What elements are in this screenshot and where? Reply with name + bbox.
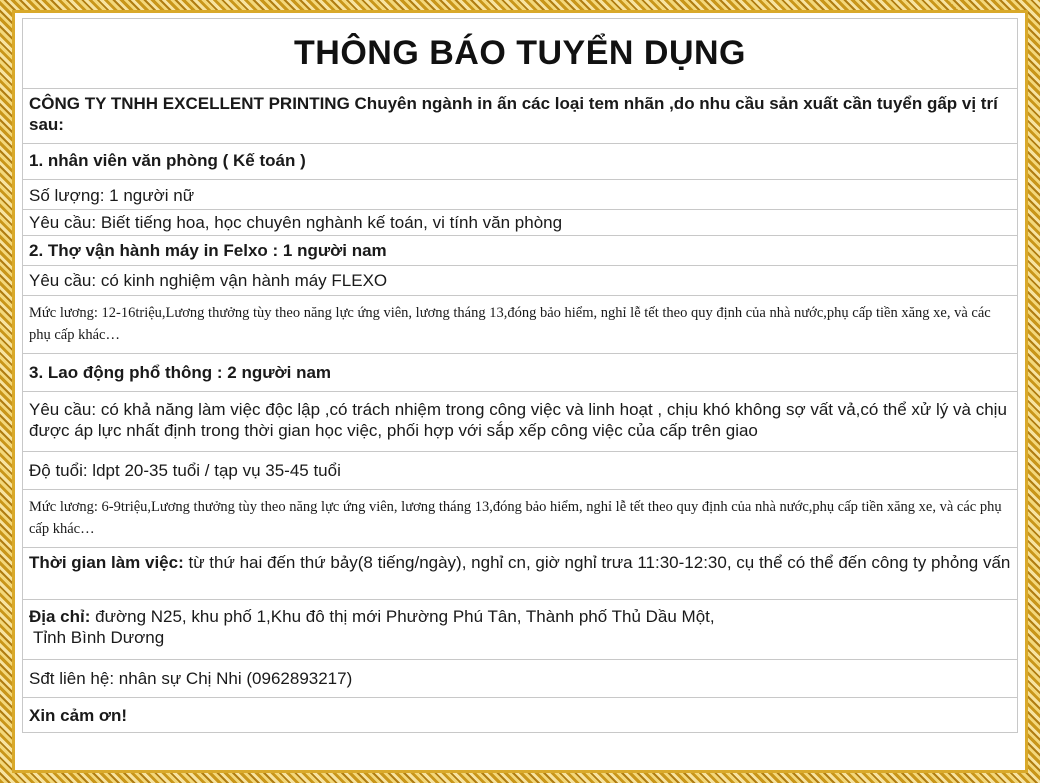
position-3-heading: 3. Lao động phổ thông : 2 người nam — [22, 353, 1018, 391]
work-time — [22, 547, 1018, 599]
position-3-salary: Mức lương: 6-9triệu,Lương thưởng tùy theo năng lực ứng viên, lương tháng 13,đóng bảo hiểm, nghỉ lễ tết theo quy định của nhà nước,phụ cấp tiền xăng xe, và các phụ cấp khác… — [22, 489, 1018, 547]
contact-phone: Sđt liên hệ: nhân sự Chị Nhi (0962893217) — [22, 659, 1018, 697]
position-1-heading-prefix: 1. nhân viên văn phòng ( — [29, 151, 234, 170]
position-1-quantity: Số lượng: 1 người nữ — [22, 179, 1018, 209]
company-intro: CÔNG TY TNHH EXCELLENT PRINTING Chuyên ngành in ấn các loại tem nhãn ,do nhu cầu sản xuất cần tuyển gấp vị trí sau: — [22, 88, 1018, 143]
page-title: THÔNG BÁO TUYỂN DỤNG — [22, 18, 1018, 88]
position-3-age: Độ tuổi: ldpt 20-35 tuổi / tạp vụ 35-45 tuổi — [22, 451, 1018, 489]
address — [22, 599, 1018, 659]
job-notice-sheet — [22, 18, 1018, 763]
position-1-heading — [22, 143, 1018, 179]
position-1-heading-suffix: ) — [295, 151, 306, 170]
position-1-heading-bold: Kế toán — [233, 151, 296, 170]
position-2-heading: 2. Thợ vận hành máy in Felxo : 1 người nam — [22, 235, 1018, 265]
position-1-requirement: Yêu cầu: Biết tiếng hoa, học chuyên nghành kế toán, vi tính văn phòng — [22, 209, 1018, 235]
address-line-1: đường N25, khu phố 1,Khu đô thị mới Phường Phú Tân, Thành phố Thủ Dầu Một, — [90, 607, 715, 626]
position-2-salary: Mức lương: 12-16triệu,Lương thưởng tùy theo năng lực ứng viên, lương tháng 13,đóng bảo hiểm, nghỉ lễ tết theo quy định của nhà nước,phụ cấp tiền xăng xe, và các phụ cấp khác… — [22, 295, 1018, 353]
work-time-label: Thời gian làm việc: — [29, 553, 184, 572]
work-time-value: từ thứ hai đến thứ bảy(8 tiếng/ngày), nghỉ cn, giờ nghỉ trưa 11:30-12:30, cụ thể có thể đến công ty phỏng vấn — [183, 553, 1011, 572]
address-label: Địa chỉ: — [29, 607, 91, 626]
position-2-requirement: Yêu cầu: có kinh nghiệm vận hành máy FLEXO — [22, 265, 1018, 295]
thanks-text: Xin cảm ơn! — [22, 697, 1018, 733]
address-line-2: Tỉnh Bình Dương — [33, 628, 165, 647]
position-3-requirement: Yêu cầu: có khả năng làm việc độc lập ,có trách nhiệm trong công việc và linh hoạt , chịu khó không sợ vất vả,có thể xử lý và chịu được áp lực nhất định trong thời gian học việc, phối hợp với sắp xếp công việc của cấp trên giao — [22, 391, 1018, 451]
